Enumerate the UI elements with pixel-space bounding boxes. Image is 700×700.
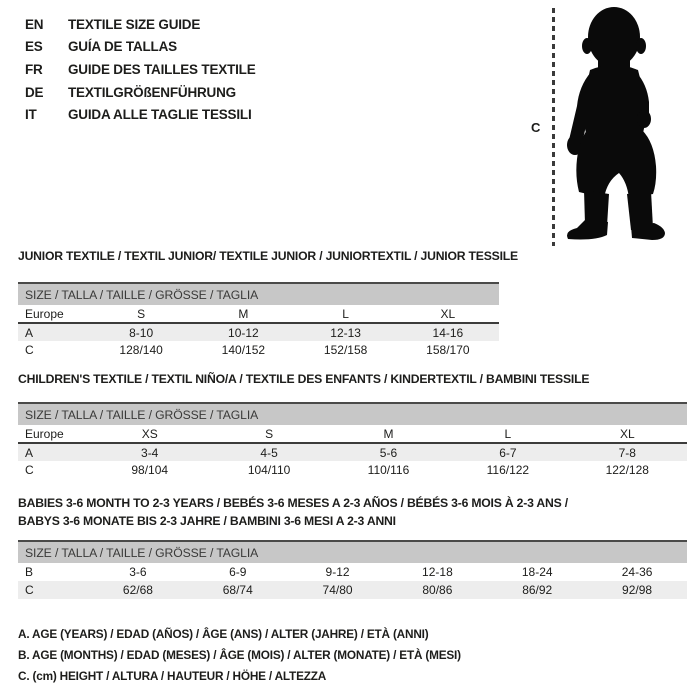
- table-cell: 158/170: [426, 343, 470, 357]
- junior-size-table: [18, 282, 499, 359]
- language-code: DE: [25, 84, 44, 100]
- table-cell: 104/110: [247, 463, 291, 477]
- table-cell: L: [295, 305, 397, 323]
- table-cell: L: [448, 425, 567, 443]
- section-title-junior: JUNIOR TEXTILE / TEXTIL JUNIOR/ TEXTILE JUNIOR / JUNIORTEXTIL / JUNIOR TESSILE: [18, 249, 518, 263]
- table-row-age: [18, 323, 499, 341]
- table-cell: M: [192, 305, 294, 323]
- height-measure-label: C: [531, 120, 541, 135]
- table-row-months: [18, 563, 687, 581]
- table-cell: 92/98: [622, 583, 653, 597]
- row-label: Europe: [18, 305, 90, 323]
- table-cell: 74/80: [322, 583, 353, 597]
- table-cell: XS: [90, 425, 209, 443]
- table-row-europe: [18, 305, 499, 323]
- table-cell: 6-7: [499, 445, 517, 460]
- row-label: C: [25, 583, 34, 597]
- row-label: A: [25, 325, 34, 340]
- language-code: EN: [25, 16, 44, 32]
- row-label: Europe: [18, 425, 90, 443]
- language-code: IT: [25, 107, 37, 123]
- table-cell: 62/68: [122, 583, 153, 597]
- section-title-children: CHILDREN'S TEXTILE / TEXTIL NIÑO/A / TEXTILE DES ENFANTS / KINDERTEXTIL / BAMBINI TESSILE: [18, 372, 590, 386]
- table-cell: 8-10: [129, 325, 154, 340]
- table-cell: 14-16: [432, 325, 464, 340]
- size-header: SIZE / TALLA / TAILLE / GRÖSSE / TAGLIA: [18, 283, 499, 305]
- table-cell: 116/122: [486, 463, 530, 477]
- table-cell: 9-12: [325, 565, 350, 579]
- table-cell: 3-4: [141, 445, 159, 460]
- language-title: GUIDA ALLE TAGLIE TESSILI: [68, 107, 252, 123]
- language-title: TEXTILGRÖßENFÜHRUNG: [68, 84, 236, 100]
- table-row-height: [18, 341, 499, 359]
- table-row-europe: [18, 425, 687, 443]
- table-cell: 152/158: [323, 343, 368, 357]
- table-cell: 18-24: [521, 565, 553, 579]
- row-label: B: [25, 565, 34, 579]
- table-cell: 128/140: [119, 343, 163, 357]
- table-cell: 12-13: [330, 325, 361, 340]
- table-cell: S: [209, 425, 328, 443]
- language-title: TEXTILE SIZE GUIDE: [68, 16, 201, 32]
- table-cell: 80/86: [422, 583, 453, 597]
- height-measure-dashed-line: [552, 8, 555, 246]
- babies-size-table: [18, 540, 687, 599]
- table-cell: M: [329, 425, 448, 443]
- section-title-babies-line1: BABIES 3-6 MONTH TO 2-3 YEARS / BEBÉS 3-6 MESES A 2-3 AÑOS / BÉBÉS 3-6 MOIS À 2-3 ANS /: [18, 496, 568, 510]
- table-cell: 10-12: [228, 325, 259, 340]
- table-cell: 98/104: [131, 463, 169, 477]
- language-code: FR: [25, 61, 43, 77]
- legend-line-b: B. AGE (MONTHS) / EDAD (MESES) / ÂGE (MOIS) / ALTER (MONATE) / ETÀ (MESI): [18, 648, 461, 662]
- children-size-table: [18, 402, 687, 479]
- language-title: GUÍA DE TALLAS: [68, 39, 177, 55]
- table-cell: 110/116: [367, 463, 410, 477]
- row-label: C: [25, 343, 34, 357]
- figure-area: [0, 0, 700, 250]
- table-cell: XL: [397, 305, 499, 323]
- table-cell: 4-5: [260, 445, 278, 460]
- table-cell: S: [90, 305, 192, 323]
- table-cell: 86/92: [522, 583, 553, 597]
- table-cell: 24-36: [621, 565, 653, 579]
- table-cell: XL: [568, 425, 687, 443]
- legend: [18, 627, 461, 690]
- table-cell: 3-6: [129, 565, 147, 579]
- table-cell: 68/74: [222, 583, 253, 597]
- row-label: C: [25, 463, 34, 477]
- row-label: A: [25, 445, 34, 460]
- table-cell: 12-18: [422, 565, 453, 579]
- table-row-age: [18, 443, 687, 461]
- table-row-height: [18, 581, 687, 599]
- legend-line-c: C. (cm) HEIGHT / ALTURA / HAUTEUR / HÖHE / ALTEZZA: [18, 669, 327, 683]
- legend-line-a: A. AGE (YEARS) / EDAD (AÑOS) / ÂGE (ANS) / ALTER (JAHRE) / ETÀ (ANNI): [18, 627, 429, 641]
- table-cell: 140/152: [221, 343, 266, 357]
- size-header: SIZE / TALLA / TAILLE / GRÖSSE / TAGLIA: [18, 541, 687, 563]
- table-row-height: [18, 461, 687, 479]
- baby-silhouette-icon: [557, 2, 695, 244]
- section-title-babies-line2: BABYS 3-6 MONATE BIS 2-3 JAHRE / BAMBINI 3-6 MESI A 2-3 ANNI: [18, 514, 396, 528]
- size-header: SIZE / TALLA / TAILLE / GRÖSSE / TAGLIA: [18, 403, 687, 425]
- language-title: GUIDE DES TAILLES TEXTILE: [68, 61, 256, 77]
- table-cell: 7-8: [618, 445, 636, 460]
- table-cell: 6-9: [229, 565, 247, 579]
- language-code: ES: [25, 39, 43, 55]
- table-cell: 122/128: [605, 463, 649, 477]
- table-cell: 5-6: [379, 445, 398, 460]
